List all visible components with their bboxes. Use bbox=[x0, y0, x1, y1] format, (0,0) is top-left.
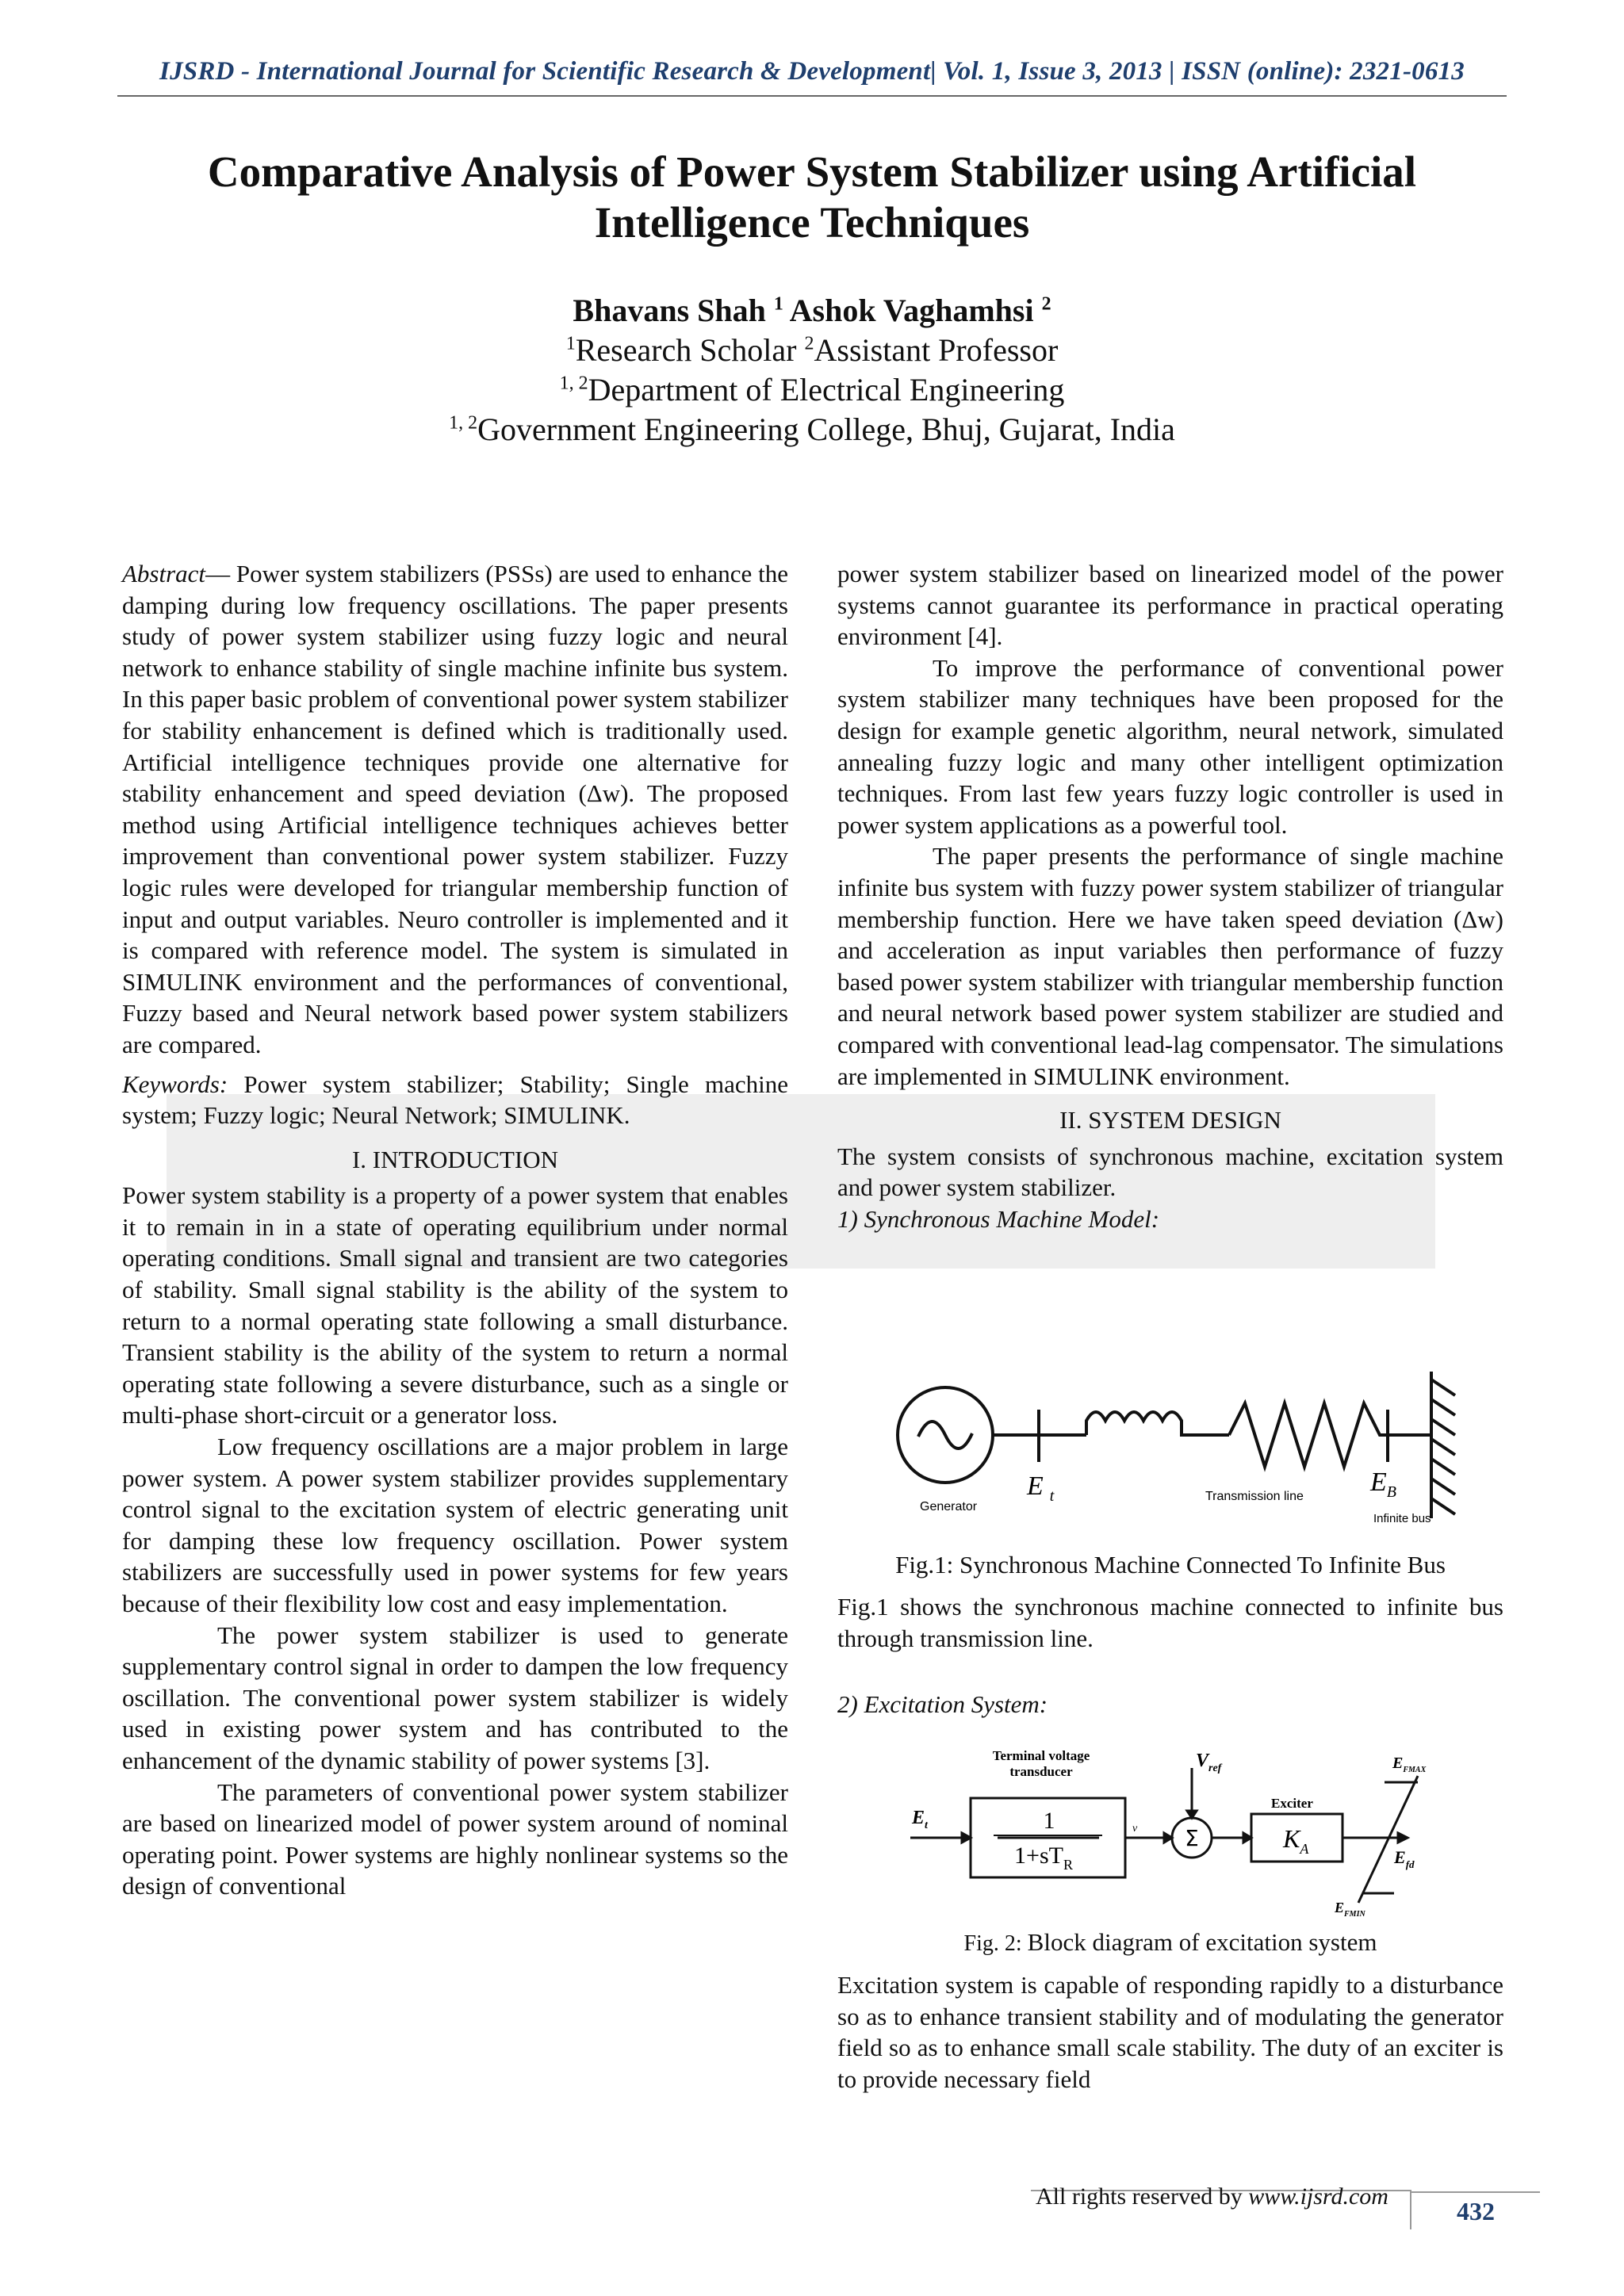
figure-1-smib-diagram bbox=[888, 1364, 1467, 1526]
right-paragraph-3: The paper presents the performance of single machine infinite bus system with fuzzy power system stabilizer of triangular membership function. Here we have taken speed deviation (Δw) and acceleration as input variables then performance of fuzzy based power system stabilizer with triangular membership function and neural network based power system stabilizer are studied and compared with conventional lead-lag compensator. The simulations are implemented in SIMULINK environment. bbox=[837, 842, 1503, 1090]
resistor-symbol bbox=[1229, 1403, 1431, 1467]
affiliation-line-3: $^{1, 2}$Government Engineering College, Bhuj, Gujarat, India bbox=[449, 411, 1175, 447]
affiliation-line-1: $^1$Research Scholar $^2$Assistant Professor bbox=[565, 332, 1059, 368]
right-paragraph-1: power system stabilizer based on linearized model of the power systems cannot guarantee its performance in practical operating environment [4]. bbox=[837, 560, 1503, 651]
et-input-label: $E_t$ bbox=[912, 1808, 928, 1831]
affiliation-line-2: $^{1, 2}$Department of Electrical Engineering bbox=[559, 372, 1065, 408]
left-column bbox=[122, 558, 788, 1902]
intro-paragraph-1: Power system stability is a property of a power system that enables it to remain in in a state of operating equilibrium under normal operating conditions. Small signal and transient are two categories of stability. Small signal stability is the ability of the system to return to a normal operating state following a small disturbance. Transient stability is the ability of the system to return a normal operating state following a severe disturbance, such as a single or multi-phase short-circuit or a generator loss. bbox=[122, 1181, 788, 1429]
inductor-symbol bbox=[1086, 1412, 1229, 1435]
keywords: Keywords: Power system stabilizer; Stability; Single machine system; Fuzzy logic; Neural Network; SIMULINK. bbox=[122, 1070, 788, 1130]
transducer-label-2: transducer bbox=[1009, 1764, 1073, 1779]
eb-label: $E_B$ bbox=[1370, 1468, 1396, 1501]
efmin-label: $E_{FMIN}$ bbox=[1335, 1900, 1365, 1919]
vref-label: $V_{ref}$ bbox=[1196, 1751, 1222, 1774]
tf-numerator: 1 bbox=[1043, 1808, 1055, 1834]
right-paragraph-2: To improve the performance of conventional power system stabilizer many techniques have been proposed for the design for example genetic algorithm, neural network, simulated annealing fuzzy logic and many other intelligent optimization techniques. From last few years fuzzy logic controller is used in power system applications as a powerful tool. bbox=[837, 653, 1503, 839]
abstract: Abstract— Power system stabilizers (PSSs) are used to enhance the damping during low frequency oscillations. The paper presents study of power system stabilizer using fuzzy logic and neural network to enhance stability of single machine infinite bus system. In this paper basic problem of conventional power system stabilizer for stability enhancement is defined which is traditionally used. Artificial intelligence techniques provide one alternative for stability enhancement and speed deviation (Δw). The proposed method using Artificial intelligence techniques achieves better improvement than conventional power system stabilizer. Fuzzy logic rules were developed for triangular membership function of input and output variables. Neuro controller is implemented and it is compared with reference model. The system is simulated in SIMULINK environment and the performances of conventional, Fuzzy based and Neural network based power system stabilizers are compared. bbox=[122, 560, 788, 1058]
section-system-design: II. SYSTEM DESIGN bbox=[1059, 1106, 1281, 1135]
footer-site-link[interactable]: www.ijsrd.com bbox=[1248, 2183, 1388, 2210]
efmax-label: $E_{FMAX}$ bbox=[1392, 1755, 1427, 1774]
subsection-excitation-system: 2) Excitation System: bbox=[837, 1690, 1048, 1718]
system-design-paragraph: The system consists of synchronous machine, excitation system and power system stabilizer. bbox=[837, 1142, 1503, 1202]
infinite-bus-label: Infinite bus bbox=[1373, 1512, 1431, 1525]
excitation-paragraph: Excitation system is capable of responding rapidly to a disturbance so as to enhance transient stability and of modulating the generator field so as to enhance small scale stability. The duty of an exciter is to provide necessary field bbox=[837, 1971, 1503, 2093]
intro-paragraph-4: The parameters of conventional power system stabilizer are based on linearized model of power system around of nominal operating point. Power systems are highly nonlinear systems so the design of conventional bbox=[122, 1777, 788, 1900]
tf-denominator: $1+sT_R$ bbox=[1014, 1843, 1073, 1873]
journal-header: IJSRD - International Journal for Scientific Research & Development| Vol. 1, Issue 3, 2013 | ISSN (online): 2321-0613 bbox=[159, 57, 1465, 86]
header-rule bbox=[117, 95, 1507, 97]
figure-2-excitation-block-diagram bbox=[894, 1744, 1465, 1919]
figure-1-description: Fig.1 shows the synchronous machine connected to infinite bus through transmission line. bbox=[837, 1593, 1503, 1652]
right-column bbox=[837, 558, 1503, 1234]
ka-label: $K_A$ bbox=[1283, 1824, 1309, 1857]
transducer-label-1: Terminal voltage bbox=[992, 1748, 1090, 1763]
paper-title: Comparative Analysis of Power System Stabilizer using Artificial Intelligence Techniques bbox=[207, 147, 1417, 247]
footer-rights: All rights reserved by www.ijsrd.com bbox=[1036, 2183, 1388, 2210]
subsection-synchronous-machine: 1) Synchronous Machine Model: bbox=[837, 1204, 1160, 1233]
intro-paragraph-2: Low frequency oscillations are a major problem in large power system. A power system stabilizer provides supplementary control signal to the excitation system of electric generating unit for damping these low frequency oscillation. Power system stabilizers are successfully used in power systems for few years because of their flexibility low cost and easy implementation. bbox=[122, 1433, 788, 1617]
efd-label: $E_{fd}$ bbox=[1394, 1847, 1415, 1870]
page-number: 432 bbox=[1410, 2191, 1540, 2229]
et-label: E $_t$ bbox=[1027, 1471, 1055, 1505]
authors: Bhavans Shah $^1$ Ashok Vaghamhsi $^2$ bbox=[573, 293, 1051, 328]
section-introduction: I. INTRODUCTION bbox=[351, 1145, 559, 1173]
figure-1-caption: Fig.1: Synchronous Machine Connected To Infinite Bus bbox=[895, 1551, 1446, 1578]
intro-paragraph-3: The power system stabilizer is used to generate supplementary control signal in order to dampen the low frequency oscillation. The conventional power system stabilizer is widely used in existing power system and has contributed to the enhancement of the dynamic stability of power systems [3]. bbox=[122, 1621, 788, 1774]
v-label: v bbox=[1132, 1823, 1138, 1835]
exciter-label: Exciter bbox=[1271, 1796, 1313, 1811]
sigma-symbol: Σ bbox=[1185, 1825, 1199, 1851]
transmission-line-label: Transmission line bbox=[1205, 1490, 1304, 1503]
generator-label: Generator bbox=[920, 1500, 978, 1513]
figure-2-caption: Fig. 2: Block diagram of excitation system bbox=[963, 1928, 1377, 1956]
